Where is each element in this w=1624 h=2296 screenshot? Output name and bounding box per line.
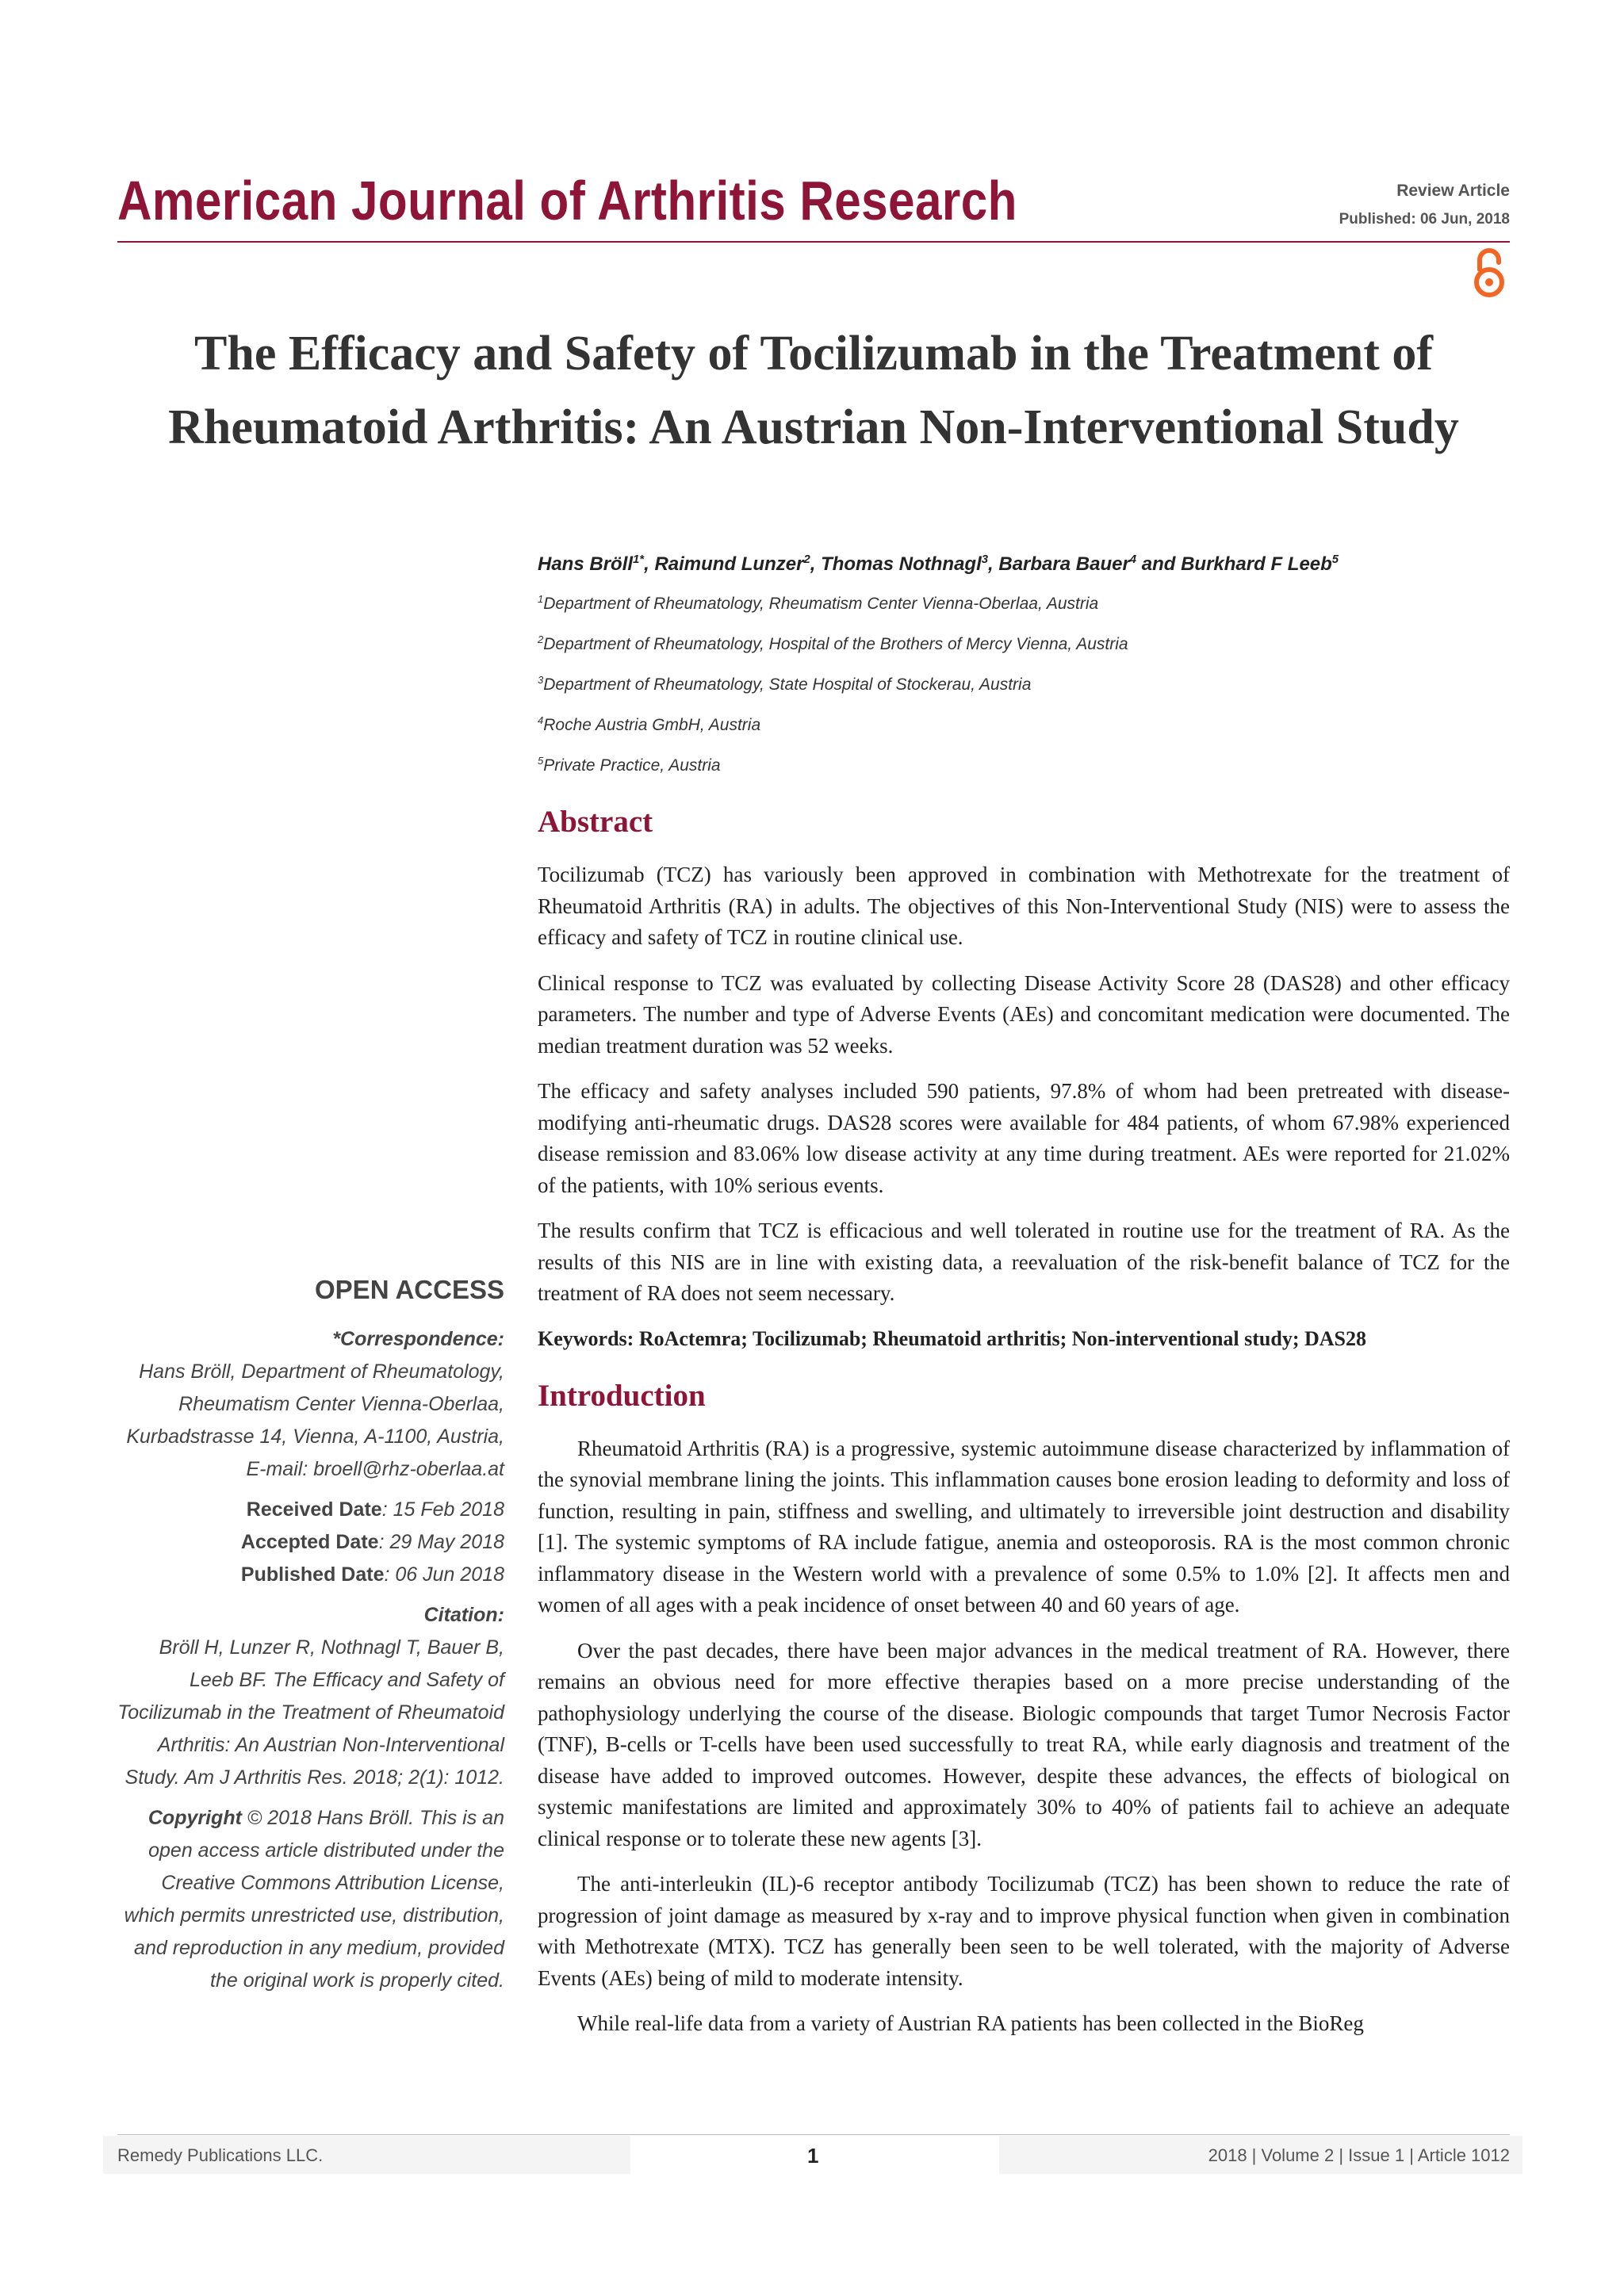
abstract-heading: Abstract (538, 805, 653, 839)
citation-text: Bröll H, Lunzer R, Nothnagl T, Bauer B, Leeb BF. The Efficacy and Safety of Tocilizumab in the Treatment of Rheumatoid Arthritis: An Austrian Non-Interventional Study. Am J Arthritis Res. 2018; 2(1): 1012. (117, 1636, 504, 1789)
affiliation-text: Private Practice, Austria (543, 756, 721, 775)
affiliation-item (538, 716, 1510, 756)
received-date (117, 1494, 504, 1526)
author-list: Hans Bröll$^{1*}$, Raimund Lunzer$^2$, Thomas Nothnagl$^3$, Barbara Bauer$^4$ and Burkhard F Leeb$^5$ (538, 553, 1339, 575)
accepted-value: : 29 May 2018 (378, 1531, 504, 1553)
abstract-paragraph: The efficacy and safety analyses included 590 patients, 97.8% of whom had been pretreated with disease-modifying anti-rheumatic drugs. DAS28 scores were available for 484 patients, of whom 67.98% experienced disease remission and 83.06% low disease activity at any time during treatment. AEs were reported for 21.02% of the patients, with 10% serious events. (538, 1079, 1510, 1197)
accepted-label: Accepted Date (240, 1531, 379, 1553)
issue-info: 2018 | Volume 2 | Issue 1 | Article 1012 (1208, 2145, 1510, 2165)
copyright-text: © 2018 Hans Bröll. This is an open access article distributed under the Creative Commons Attribution License, which permits unrestricted use, distribution, and reproduction in any medium, provided the original work is properly cited. (124, 1807, 504, 1992)
affiliation-text: Department of Rheumatology, Rheumatism Center Vienna-Oberlaa, Austria (543, 595, 1099, 613)
affiliation-item (538, 595, 1510, 635)
header-divider (117, 241, 1510, 243)
affiliation-marker: 3 (538, 674, 544, 686)
abstract-paragraph: Tocilizumab (TCZ) has variously been approved in combination with Methotrexate for the treatment of Rheumatoid Arthritis (RA) in adults. The objectives of this Non-Interventional Study (NIS) were to assess the efficacy and safety of TCZ in routine clinical use. (538, 863, 1510, 949)
open-access-lock-icon (1472, 246, 1507, 298)
paper-title: The Efficacy and Safety of Tocilizumab in the Treatment of Rheumatoid Arthritis: An Austrian Non-Interventional Study (168, 327, 1459, 454)
author-name: Raimund Lunzer (654, 553, 804, 575)
affiliation-item (538, 756, 1510, 797)
citation-label: Citation: (423, 1604, 504, 1626)
keywords: Keywords: RoActemra; Tocilizumab; Rheumatoid arthritis; Non-interventional study; DAS28 (538, 1326, 1367, 1350)
introduction-paragraph: Over the past decades, there have been major advances in the medical treatment of RA. However, there remains an obvious need for more effective therapies based on a more precise understanding of the pathophysiology underlying the course of the disease. Biologic compounds that target Tumor Necrosis Factor (TNF), B-cells or T-cells have been used successfully to treat RA, while early diagnosis and treatment of the disease have added to improved outcomes. However, despite these advances, the effects of biological on systemic manifestations are limited and approximately 30% to 40% of patients fail to achieve an adequate clinical response or to tolerate these new agents [3]. (538, 1638, 1510, 1850)
open-access-label: OPEN ACCESS (315, 1275, 504, 1304)
affiliation-text: Department of Rheumatology, Hospital of the Brothers of Mercy Vienna, Austria (543, 635, 1128, 653)
author-name: Thomas Nothnagl (821, 553, 982, 575)
author-name: Barbara Bauer (998, 553, 1130, 575)
published-date-header: Published: 06 Jun, 2018 (1339, 211, 1510, 228)
author-affiliation-marker: 1* (633, 553, 645, 566)
introduction-paragraph: While real-life data from a variety of Austrian RA patients has been collected in the BioReg (577, 2011, 1364, 2035)
affiliation-list (538, 595, 1510, 797)
publisher-name: Remedy Publications LLC. (117, 2145, 324, 2165)
affiliation-marker: 2 (538, 633, 544, 645)
article-type: Review Article (1396, 182, 1510, 200)
affiliation-item (538, 675, 1510, 716)
received-label: Received Date (246, 1498, 382, 1521)
correspondence-block (117, 1323, 504, 1486)
introduction-paragraph: Rheumatoid Arthritis (RA) is a progressive, systemic autoimmune disease characterized by inflammation of the synovial membrane lining the joints. This inflammation causes bone erosion leading to deformity and loss of function, resulting in pain, stiffness and swelling, and ultimately to irreversible joint destruction and disability [1]. The systemic symptoms of RA include fatigue, anemia and osteoporosis. RA is the most common chronic inflammatory disease in the Western world with a prevalence of some 0.5% to 1.0% [2]. It affects men and women of all ages with a peak incidence of onset between 40 and 60 years of age. (538, 1436, 1510, 1617)
author-affiliation-marker: 4 (1129, 553, 1137, 566)
affiliation-marker: 5 (538, 755, 544, 767)
author-name: Hans Bröll (538, 553, 634, 575)
affiliation-item (538, 635, 1510, 675)
main-column (538, 801, 1510, 2054)
article-info-sidebar (117, 1271, 504, 1997)
copyright-block (117, 1802, 504, 1997)
affiliation-text: Roche Austria GmbH, Austria (543, 716, 761, 734)
published-label: Published Date (240, 1563, 385, 1586)
footer-divider (117, 2134, 1510, 2135)
affiliation-marker: 1 (538, 593, 544, 605)
affiliation-marker: 4 (538, 714, 544, 726)
author-affiliation-marker: 5 (1331, 553, 1339, 566)
author-affiliation-marker: 2 (803, 553, 810, 566)
author-affiliation-marker: 3 (981, 553, 989, 566)
correspondence-text: Hans Bröll, Department of Rheumatology, Rheumatism Center Vienna-Oberlaa, Kurbadstrasse 14, Vienna, A-1100, Austria, E-mail: broell@rhz-oberlaa.at (126, 1360, 504, 1480)
introduction-heading: Introduction (538, 1378, 706, 1413)
introduction-paragraph: The anti-interleukin (IL)-6 receptor antibody Tocilizumab (TCZ) has been shown to reduce the rate of progression of joint damage as measured by x-ray and to improve physical function when given in combination with Methotrexate (MTX). TCZ has generally been seen to be well tolerated, with the majority of Adverse Events (AEs) being of mild to moderate intensity. (538, 1872, 1510, 1990)
author-name: Burkhard F Leeb (1181, 553, 1332, 575)
received-value: : 15 Feb 2018 (381, 1498, 504, 1521)
correspondence-label: *Correspondence: (332, 1328, 504, 1350)
accepted-date (117, 1526, 504, 1559)
page-number: 1 (807, 2144, 819, 2168)
abstract-paragraph: The results confirm that TCZ is efficacious and well tolerated in routine use for the treatment of RA. As the results of this NIS are in line with existing data, a reevaluation of the risk-benefit balance of TCZ for the treatment of RA does not seem necessary. (538, 1219, 1510, 1305)
copyright-label: Copyright (147, 1807, 242, 1829)
journal-title: American Journal of Arthritis Research (117, 170, 1017, 232)
citation-block (117, 1599, 504, 1794)
affiliation-text: Department of Rheumatology, State Hospital of Stockerau, Austria (543, 675, 1032, 694)
abstract-paragraph: Clinical response to TCZ was evaluated by collecting Disease Activity Score 28 (DAS28) and other efficacy parameters. The number and type of Adverse Events (AEs) and concomitant medication were documented. The median treatment duration was 52 weeks. (538, 970, 1510, 1058)
published-value: : 06 Jun 2018 (384, 1563, 504, 1586)
published-date (117, 1559, 504, 1591)
